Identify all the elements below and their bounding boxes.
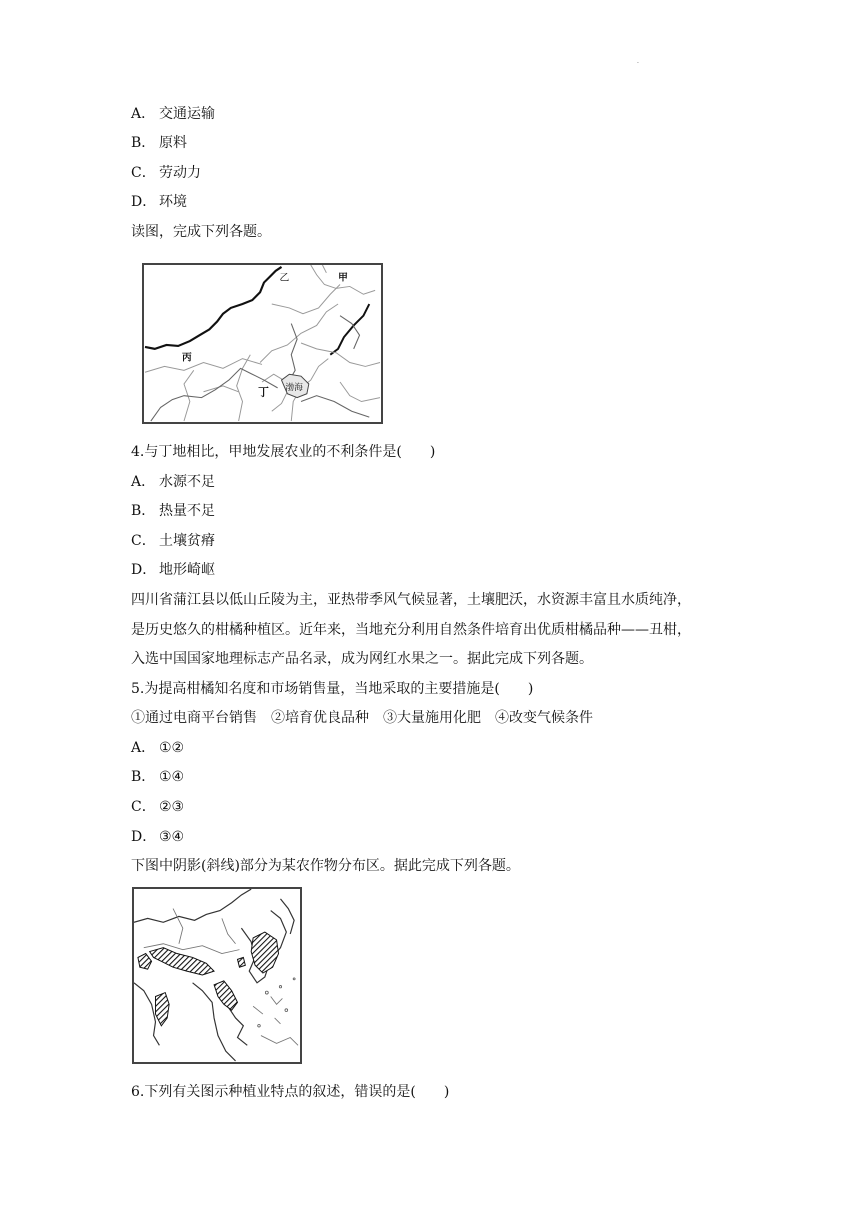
- q3-option-c[interactable]: [131, 163, 201, 183]
- option-letter: B．: [131, 769, 156, 785]
- q5-choices: ①通过电商平台销售 ②培育优良品种 ③大量施用化肥 ④改变气候条件: [131, 710, 593, 726]
- header-mark: .: [637, 58, 639, 65]
- crop-area-southeast-asia: [214, 981, 237, 1010]
- label-jia: 甲: [338, 272, 348, 284]
- q3-option-d[interactable]: [131, 192, 187, 212]
- option-text: 热量不足: [159, 503, 215, 519]
- option-letter: A．: [131, 106, 156, 122]
- crop-area-west: [138, 954, 152, 970]
- passage-line-2: 是历史悠久的柑橘种植区。近年来，当地充分利用自然条件培育出优质柑橘品种——丑柑，: [131, 622, 691, 638]
- q4-option-c[interactable]: [131, 531, 215, 551]
- q4-option-a[interactable]: [131, 472, 215, 492]
- border-line: [145, 267, 282, 349]
- option-text: ③④: [159, 829, 185, 845]
- map2-intro: 下图中阴影(斜线)部分为某农作物分布区。据此完成下列各题。: [131, 858, 520, 874]
- q3-option-a[interactable]: [131, 104, 215, 124]
- q5-option-c[interactable]: [131, 797, 184, 817]
- crop-area-south-india: [155, 993, 169, 1026]
- passage-line-3: 入选中国国家地理标志产品名录，成为网红水果之一。据此完成下列各题。: [131, 651, 593, 667]
- option-text: 地形崎岖: [159, 562, 215, 578]
- map-north-china: [142, 263, 383, 424]
- option-letter: A．: [131, 474, 156, 490]
- q4-stem: 4.与丁地相比，甲地发展农业的不利条件是( ): [131, 444, 436, 460]
- q4-option-d[interactable]: [131, 560, 215, 580]
- q3-option-b[interactable]: [131, 133, 187, 153]
- option-letter: C．: [131, 799, 156, 815]
- passage-line-1: 四川省蒲江县以低山丘陵为主，亚热带季风气候显著，土壤肥沃，水资源丰富且水质纯净，: [131, 592, 691, 608]
- crop-area-east-china: [251, 932, 278, 973]
- option-letter: B．: [131, 503, 156, 519]
- option-text: ②③: [159, 799, 185, 815]
- option-letter: C．: [131, 165, 156, 181]
- option-text: 劳动力: [159, 165, 201, 181]
- option-text: 环境: [159, 194, 187, 210]
- option-text: 交通运输: [159, 106, 215, 122]
- option-text: ①②: [159, 740, 185, 756]
- crop-area-small: [238, 957, 246, 967]
- option-text: 原料: [159, 135, 187, 151]
- option-letter: D．: [131, 194, 157, 210]
- label-ding: 丁: [258, 385, 269, 399]
- border-line-east: [330, 304, 369, 355]
- option-letter: A．: [131, 740, 156, 756]
- option-letter: D．: [131, 562, 157, 578]
- option-text: 水源不足: [159, 474, 215, 490]
- label-bing: 丙: [182, 352, 192, 364]
- option-letter: B．: [131, 135, 156, 151]
- map1-intro: 读图，完成下列各题。: [131, 224, 271, 240]
- label-bohai: 渤海: [285, 382, 303, 393]
- q4-option-b[interactable]: [131, 501, 215, 521]
- label-yi: 乙: [279, 272, 290, 284]
- map-asia-crop: [132, 887, 302, 1064]
- option-letter: D．: [131, 829, 157, 845]
- crop-area-north-india: [150, 948, 214, 975]
- option-letter: C．: [131, 533, 156, 549]
- option-text: 土壤贫瘠: [159, 533, 215, 549]
- q5-option-a[interactable]: [131, 738, 184, 758]
- q5-stem: 5.为提高柑橘知名度和市场销售量，当地采取的主要措施是( ): [131, 681, 534, 697]
- q6-stem: 6.下列有关图示种植业特点的叙述，错误的是( ): [131, 1084, 450, 1100]
- q5-option-d[interactable]: [131, 827, 184, 847]
- q5-option-b[interactable]: [131, 767, 184, 787]
- option-text: ①④: [159, 769, 185, 785]
